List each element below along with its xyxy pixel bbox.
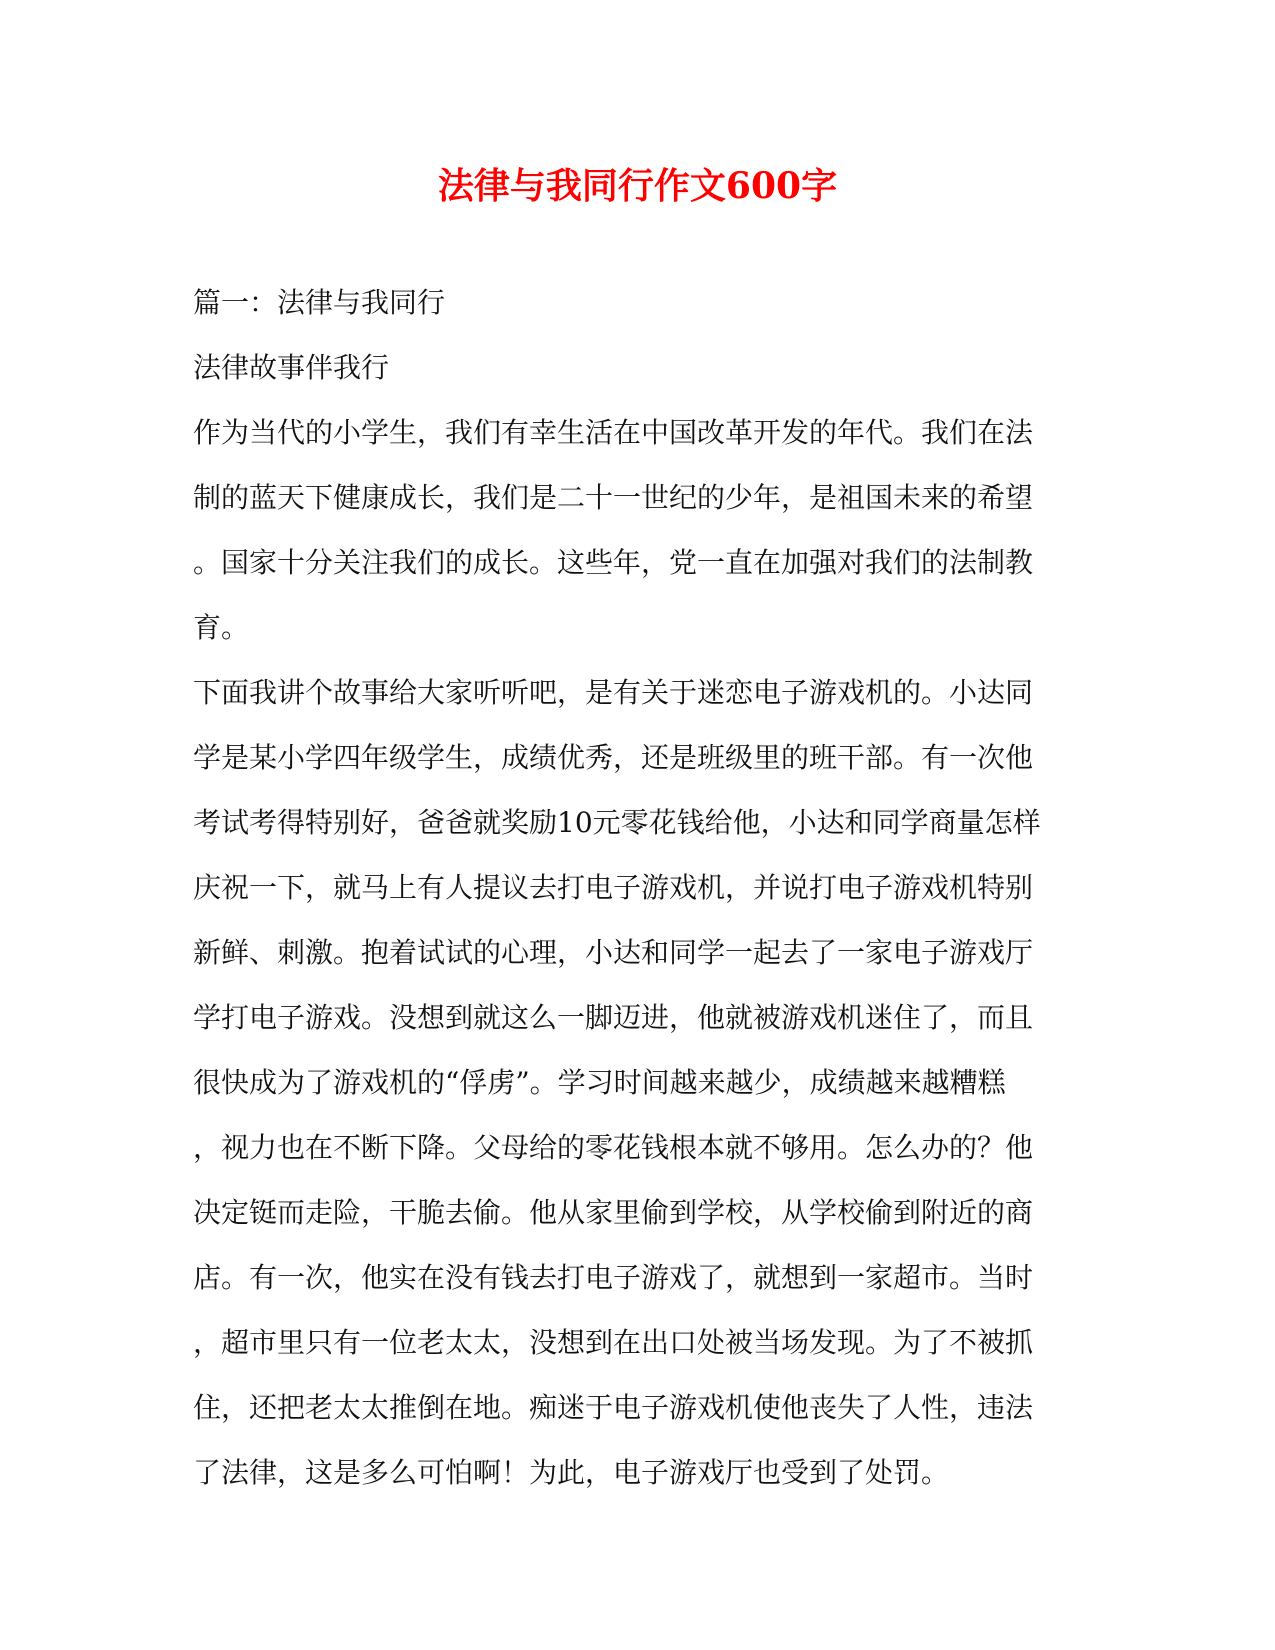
text-line: ，视力也在不断下降。父母给的零花钱根本就不够用。怎么办的？他 [193, 1131, 1034, 1164]
section-heading: 篇一：法律与我同行 [193, 286, 446, 319]
text-line: 新鲜、刺激。抱着试试的心理，小达和同学一起去了一家电子游戏厅 [193, 936, 1034, 969]
text-line: 。国家十分关注我们的成长。这些年，党一直在加强对我们的法制教 [193, 546, 1034, 579]
text-line: 了法律，这是多么可怕啊！为此，电子游戏厅也受到了处罚。 [193, 1456, 950, 1489]
text-line: 考试考得特别好，爸爸就奖励10元零花钱给他，小达和同学商量怎样 [193, 806, 1041, 839]
text-line: 学是某小学四年级学生，成绩优秀，还是班级里的班干部。有一次他 [193, 741, 1034, 774]
text-line: 育。 [193, 611, 250, 644]
text-line: 制的蓝天下健康成长，我们是二十一世纪的少年，是祖国未来的希望 [193, 481, 1034, 514]
text-line: 学打电子游戏。没想到就这么一脚迈进，他就被游戏机迷住了，而且 [193, 1001, 1034, 1034]
document-body [193, 270, 1093, 1505]
document-title: 法律与我同行作文600字 [437, 165, 838, 207]
text-line: 店。有一次，他实在没有钱去打电子游戏了，就想到一家超市。当时 [193, 1261, 1034, 1294]
subheading: 法律故事伴我行 [193, 351, 390, 384]
text-line: ，超市里只有一位老太太，没想到在出口处被当场发现。为了不被抓 [193, 1326, 1034, 1359]
text-line: 住，还把老太太推倒在地。痴迷于电子游戏机使他丧失了人性，违法 [193, 1391, 1034, 1424]
text-line: 作为当代的小学生，我们有幸生活在中国改革开发的年代。我们在法 [193, 416, 1034, 449]
text-line: 很快成为了游戏机的“俘虏”。学习时间越来越少，成绩越来越糟糕 [193, 1066, 1006, 1099]
text-line: 下面我讲个故事给大家听听吧，是有关于迷恋电子游戏机的。小达同 [193, 676, 1034, 709]
text-line: 庆祝一下，就马上有人提议去打电子游戏机，并说打电子游戏机特别 [193, 871, 1034, 904]
text-line: 决定铤而走险，干脆去偷。他从家里偷到学校，从学校偷到附近的商 [193, 1196, 1034, 1229]
